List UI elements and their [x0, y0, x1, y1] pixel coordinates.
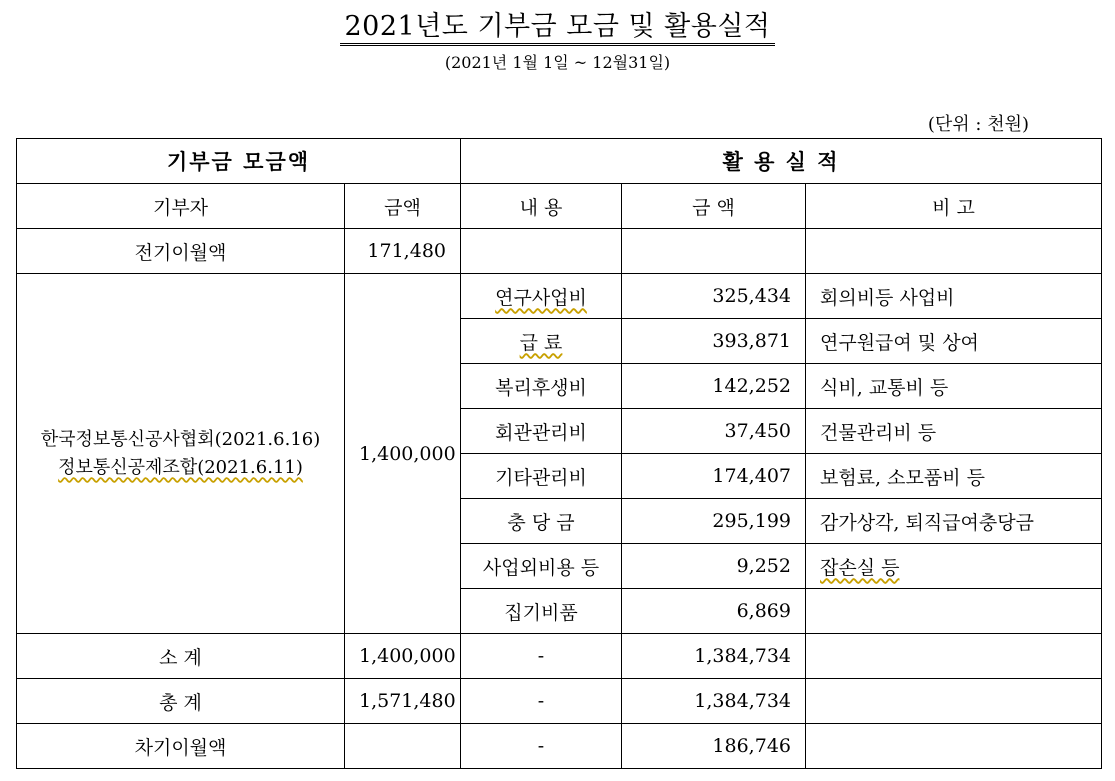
header-usage: 활 용 실 적 [461, 139, 1102, 184]
usage-remark: 보험료, 소모품비 등 [806, 454, 1102, 499]
subtotal-content: - [461, 634, 622, 679]
carryover-next-usage: 186,746 [622, 724, 806, 769]
usage-content: 회관관리비 [461, 409, 622, 454]
unit-label: (단위 : 천원) [927, 114, 1029, 135]
empty-cell [806, 634, 1102, 679]
usage-amount: 295,199 [622, 499, 806, 544]
empty-cell [345, 724, 461, 769]
usage-content: 사업외비용 등 [461, 544, 622, 589]
donor-1: 한국정보통신공사협회(2021.6.16) [40, 428, 321, 450]
donation-amount: 1,400,000 [345, 274, 461, 634]
header-usage-amount: 금 액 [622, 184, 806, 229]
header-remarks: 비 고 [806, 184, 1102, 229]
usage-amount: 325,434 [622, 274, 806, 319]
total-label: 총 계 [17, 679, 345, 724]
usage-remark: 건물관리비 등 [806, 409, 1102, 454]
header-donor: 기부자 [17, 184, 345, 229]
total-donation: 1,571,480 [345, 679, 461, 724]
usage-amount: 6,869 [622, 589, 806, 634]
subtotal-usage: 1,384,734 [622, 634, 806, 679]
donor-cell [17, 274, 345, 634]
usage-remark: 연구원급여 및 상여 [806, 319, 1102, 364]
usage-remark [806, 589, 1102, 634]
usage-remark: 감가상각, 퇴직급여충당금 [806, 499, 1102, 544]
usage-amount: 142,252 [622, 364, 806, 409]
header-content: 내 용 [461, 184, 622, 229]
carryover-prev-amount: 171,480 [345, 229, 461, 274]
header-row-top [17, 139, 1102, 184]
usage-content: 기타관리비 [461, 454, 622, 499]
subtotal-label: 소 계 [17, 634, 345, 679]
carryover-next-content: - [461, 724, 622, 769]
usage-amount: 37,450 [622, 409, 806, 454]
usage-content: 연구사업비 [495, 286, 587, 309]
report-period: (2021년 1월 1일 ~ 12월31일) [444, 53, 671, 72]
usage-amount: 9,252 [622, 544, 806, 589]
empty-cell [461, 229, 622, 274]
header-fundraising: 기부금 모금액 [17, 139, 461, 184]
carryover-next-row [17, 724, 1102, 769]
empty-cell [806, 229, 1102, 274]
usage-content: 복리후생비 [461, 364, 622, 409]
donor-2: 정보통신공제조합(2021.6.11) [58, 456, 303, 478]
subtotal-donation: 1,400,000 [345, 634, 461, 679]
total-row [17, 679, 1102, 724]
usage-content: 충 당 금 [461, 499, 622, 544]
header-amount: 금액 [345, 184, 461, 229]
carryover-prev-row [17, 229, 1102, 274]
usage-amount: 393,871 [622, 319, 806, 364]
page-title [0, 4, 1115, 43]
empty-cell [622, 229, 806, 274]
usage-amount: 174,407 [622, 454, 806, 499]
usage-remark: 잡손실 등 [820, 556, 900, 579]
empty-cell [806, 679, 1102, 724]
usage-remark: 식비, 교통비 등 [806, 364, 1102, 409]
usage-content: 급 료 [519, 331, 563, 354]
donation-report-table [16, 138, 1102, 769]
usage-content: 집기비품 [461, 589, 622, 634]
carryover-next-label: 차기이월액 [17, 724, 345, 769]
empty-cell [806, 724, 1102, 769]
header-row-columns [17, 184, 1102, 229]
title-text: 2021년도 기부금 모금 및 활용실적 [340, 11, 774, 46]
subtotal-row [17, 634, 1102, 679]
carryover-prev-label: 전기이월액 [17, 229, 345, 274]
total-usage: 1,384,734 [622, 679, 806, 724]
usage-row [17, 274, 1102, 319]
usage-remark: 회의비등 사업비 [806, 274, 1102, 319]
total-content: - [461, 679, 622, 724]
